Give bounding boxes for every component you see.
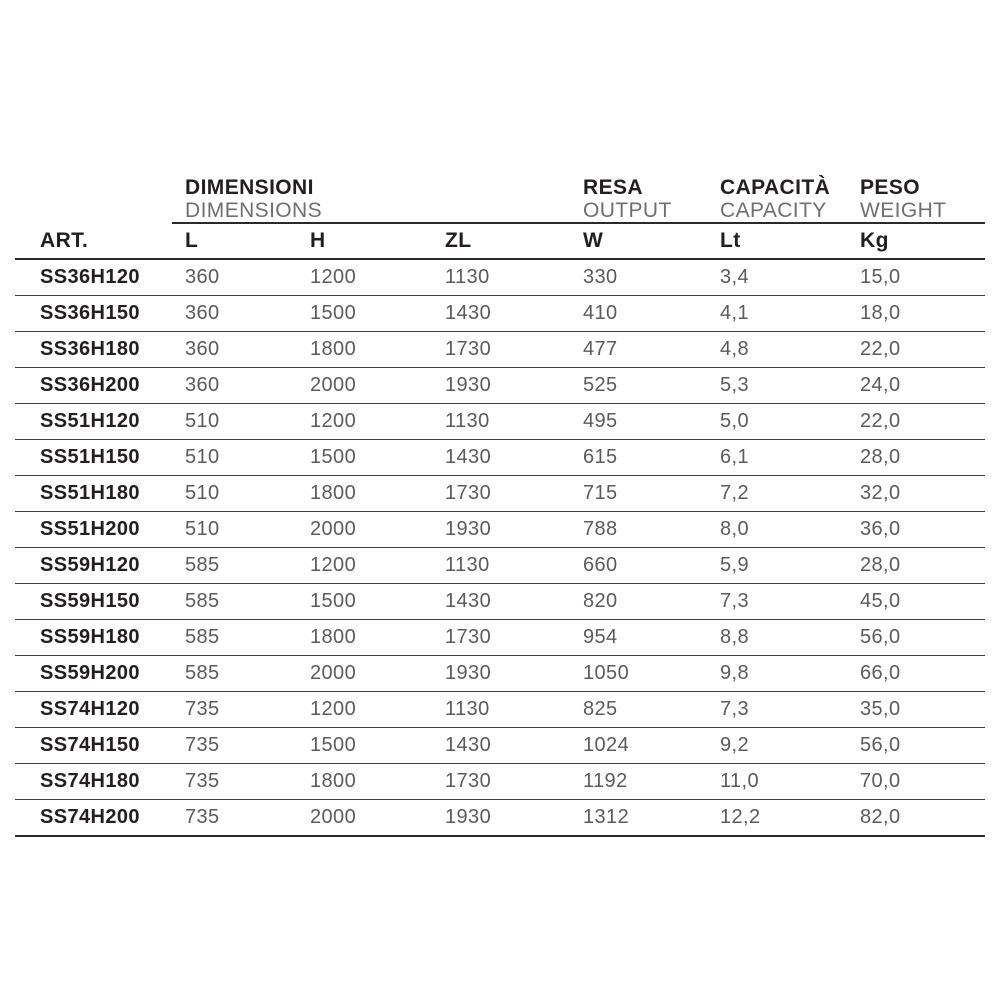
art-code: SS59H200 [40,662,140,684]
value-kg: 56,0 [860,734,901,756]
value-l: 585 [185,626,220,648]
group-header-row [15,176,985,222]
value-zl: 1730 [445,626,492,648]
column-header-art: ART. [40,229,89,252]
value-lt: 5,3 [720,374,750,396]
value-h: 1500 [310,734,357,756]
value-lt: 3,4 [720,266,750,288]
art-code: SS51H200 [40,518,140,540]
value-lt: 11,0 [720,770,760,792]
value-kg: 45,0 [860,590,901,612]
value-w: 525 [583,374,618,396]
value-zl: 1130 [445,554,490,576]
table-row [15,404,985,440]
value-w: 330 [583,266,618,288]
value-h: 2000 [310,374,357,396]
art-code: SS51H150 [40,446,140,468]
value-h: 2000 [310,806,357,828]
art-code: SS36H200 [40,374,140,396]
value-zl: 1430 [445,590,492,612]
group-header-secondary: OUTPUT [583,199,672,222]
table-row [15,692,985,728]
table-row [15,620,985,656]
art-code: SS74H150 [40,734,140,756]
value-l: 585 [185,662,220,684]
value-w: 477 [583,338,618,360]
value-l: 360 [185,302,220,324]
value-w: 1024 [583,734,630,756]
value-lt: 5,0 [720,410,750,432]
value-w: 820 [583,590,618,612]
value-zl: 1730 [445,338,492,360]
value-kg: 66,0 [860,662,901,684]
art-code: SS59H150 [40,590,140,612]
value-zl: 1430 [445,446,492,468]
value-h: 2000 [310,662,357,684]
value-zl: 1430 [445,734,492,756]
value-lt: 4,8 [720,338,750,360]
value-l: 735 [185,770,220,792]
value-zl: 1930 [445,806,492,828]
value-l: 360 [185,266,220,288]
table-row [15,656,985,692]
art-code: SS36H150 [40,302,140,324]
group-header-secondary: WEIGHT [860,199,947,222]
value-l: 360 [185,374,220,396]
value-w: 660 [583,554,618,576]
value-kg: 35,0 [860,698,901,720]
value-lt: 9,2 [720,734,750,756]
value-zl: 1730 [445,482,492,504]
table-row [15,548,985,584]
column-header-row [15,224,985,260]
art-code: SS59H180 [40,626,140,648]
value-w: 615 [583,446,618,468]
value-zl: 1430 [445,302,492,324]
group-header-weight [860,176,985,222]
value-l: 735 [185,734,220,756]
value-zl: 1930 [445,374,492,396]
value-lt: 8,0 [720,518,750,540]
table-row [15,512,985,548]
value-h: 1800 [310,770,357,792]
value-lt: 5,9 [720,554,750,576]
value-w: 1192 [583,770,628,792]
value-kg: 22,0 [860,410,901,432]
value-h: 1800 [310,482,357,504]
value-kg: 82,0 [860,806,901,828]
value-zl: 1730 [445,770,492,792]
value-w: 410 [583,302,618,324]
value-l: 510 [185,446,220,468]
art-code: SS36H180 [40,338,140,360]
value-kg: 28,0 [860,554,901,576]
value-kg: 22,0 [860,338,901,360]
column-header-zl: ZL [445,229,472,252]
value-w: 788 [583,518,618,540]
value-lt: 8,8 [720,626,750,648]
value-h: 1500 [310,446,357,468]
value-kg: 36,0 [860,518,901,540]
value-kg: 32,0 [860,482,901,504]
group-header-primary: CAPACITÀ [720,176,831,199]
value-l: 585 [185,590,220,612]
table-row [15,296,985,332]
table-row [15,440,985,476]
value-l: 510 [185,410,220,432]
value-h: 1200 [310,554,357,576]
group-header-secondary: CAPACITY [720,199,827,222]
table-row [15,260,985,296]
table-row [15,584,985,620]
column-header-lt: Lt [720,229,741,252]
group-header-output [583,176,720,222]
group-header-dimensions [185,176,583,222]
value-h: 1500 [310,302,357,324]
column-header-kg: Kg [860,229,889,252]
table-row [15,800,985,837]
value-kg: 18,0 [860,302,901,324]
value-w: 1312 [583,806,630,828]
table-row [15,728,985,764]
value-w: 954 [583,626,618,648]
value-l: 510 [185,518,220,540]
value-l: 360 [185,338,220,360]
value-h: 1800 [310,338,357,360]
value-lt: 9,8 [720,662,750,684]
column-header-l: L [185,229,199,252]
value-w: 715 [583,482,618,504]
group-header-primary: RESA [583,176,643,199]
value-l: 735 [185,698,220,720]
art-code: SS74H200 [40,806,140,828]
value-l: 510 [185,482,220,504]
art-code: SS51H120 [40,410,140,432]
value-zl: 1930 [445,662,492,684]
table-row [15,368,985,404]
value-kg: 24,0 [860,374,901,396]
value-w: 1050 [583,662,630,684]
value-lt: 7,3 [720,698,750,720]
value-kg: 70,0 [860,770,901,792]
column-header-h: H [310,229,326,252]
value-lt: 4,1 [720,302,750,324]
value-zl: 1130 [445,266,490,288]
value-h: 1200 [310,266,357,288]
value-lt: 7,2 [720,482,750,504]
value-w: 825 [583,698,618,720]
table-body [15,260,985,837]
value-h: 1200 [310,410,357,432]
value-kg: 28,0 [860,446,901,468]
value-kg: 15,0 [860,266,901,288]
group-header-secondary: DIMENSIONS [185,199,323,222]
art-code: SS51H180 [40,482,140,504]
value-h: 2000 [310,518,357,540]
value-lt: 6,1 [720,446,750,468]
value-w: 495 [583,410,618,432]
value-h: 1200 [310,698,357,720]
group-header-primary: DIMENSIONI [185,176,314,199]
art-code: SS74H180 [40,770,140,792]
column-header-w: W [583,229,604,252]
value-lt: 7,3 [720,590,750,612]
value-zl: 1130 [445,698,490,720]
value-kg: 56,0 [860,626,901,648]
spec-table [15,176,985,837]
group-header-capacity [720,176,860,222]
value-h: 1500 [310,590,357,612]
table-row [15,476,985,512]
value-l: 585 [185,554,220,576]
value-zl: 1130 [445,410,490,432]
art-code: SS36H120 [40,266,140,288]
table-row [15,764,985,800]
value-l: 735 [185,806,220,828]
value-h: 1800 [310,626,357,648]
art-code: SS74H120 [40,698,140,720]
group-header-primary: PESO [860,176,920,199]
value-lt: 12,2 [720,806,761,828]
value-zl: 1930 [445,518,492,540]
table-row [15,332,985,368]
art-code: SS59H120 [40,554,140,576]
